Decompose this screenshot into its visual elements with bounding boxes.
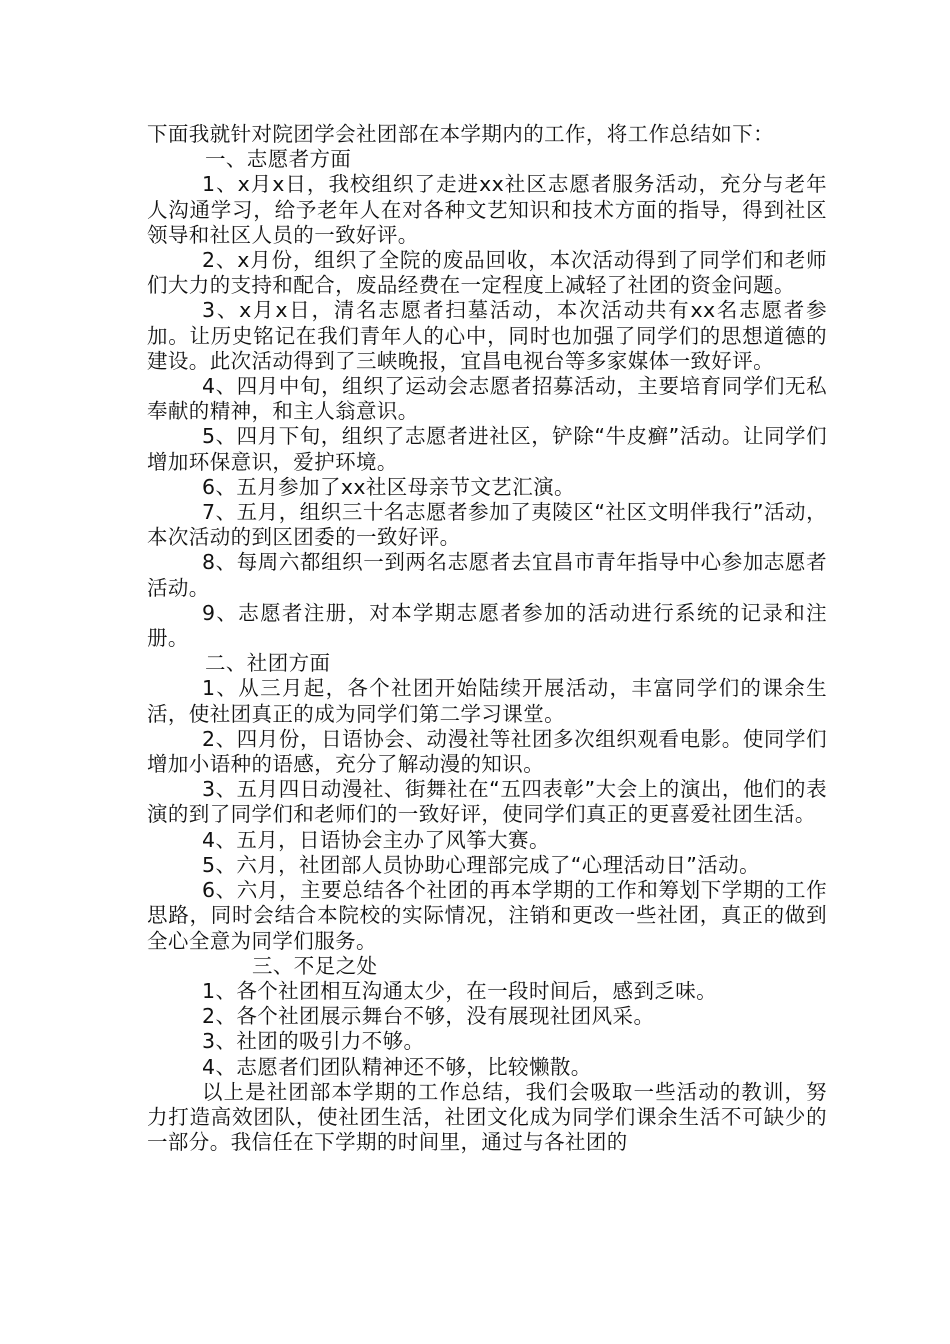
list-item: 8、每周六都组织一到两名志愿者去宜昌市青年指导中心参加志愿者活动。 bbox=[147, 550, 827, 600]
document-body bbox=[147, 122, 827, 1155]
list-item: 3、社团的吸引力不够。 bbox=[202, 1029, 425, 1054]
intro-paragraph: 下面我就针对院团学会社团部在本学期内的工作，将工作总结如下： bbox=[147, 122, 774, 146]
list-item: 3、x月x日，清名志愿者扫墓活动，本次活动共有xx名志愿者参加。让历史铭记在我们青年人的心中，同时也加强了同学们的思想道德的建设。此次活动得到了三峡晚报，宜昌电视台等多家媒体一致好评。 bbox=[147, 298, 827, 373]
section-heading-volunteers: 一、志愿者方面 bbox=[205, 147, 352, 172]
list-item: 9、志愿者注册，对本学期志愿者参加的活动进行系统的记录和注册。 bbox=[147, 600, 827, 651]
list-item: 5、六月，社团部人员协助心理部完成了“心理活动日”活动。 bbox=[202, 852, 760, 877]
list-item: 5、四月下旬，组织了志愿者进社区，铲除“牛皮癣”活动。让同学们增加环保意识，爱护环境。 bbox=[147, 424, 827, 474]
list-item: 4、五月，日语协会主办了风筝大赛。 bbox=[202, 827, 550, 852]
list-item: 7、五月，组织三十名志愿者参加了夷陵区“社区文明伴我行”活动，本次活动的到区团委的一致好评。 bbox=[147, 500, 827, 550]
list-item: 1、从三月起，各个社团开始陆续开展活动，丰富同学们的课余生活，使社团真正的成为同学们第二学习课堂。 bbox=[147, 676, 827, 726]
list-item: 4、志愿者们团队精神还不够，比较懒散。 bbox=[202, 1054, 592, 1079]
list-item: 4、四月中旬，组织了运动会志愿者招募活动，主要培育同学们无私奉献的精神，和主人翁意识。 bbox=[147, 374, 827, 424]
section-heading-shortcomings: 三、不足之处 bbox=[252, 953, 378, 978]
closing-paragraph: 以上是社团部本学期的工作总结，我们会吸取一些活动的教训，努力打造高效团队，使社团生活，社团文化成为同学们课余生活不可缺少的一部分。我信任在下学期的时间里，通过与各社团的 bbox=[147, 1079, 827, 1155]
section-heading-clubs: 二、社团方面 bbox=[205, 651, 331, 676]
list-item: 6、五月参加了xx社区母亲节文艺汇演。 bbox=[202, 474, 575, 499]
list-item: 2、x月份，组织了全院的废品回收，本次活动得到了同学们和老师们大力的支持和配合，废品经费在一定程度上减轻了社团的资金问题。 bbox=[147, 248, 827, 298]
list-item: 1、x月x日，我校组织了走进xx社区志愿者服务活动，充分与老年人沟通学习，给予老年人在对各种文艺知识和技术方面的指导，得到社区领导和社区人员的一致好评。 bbox=[147, 172, 827, 247]
list-item: 3、五月四日动漫社、街舞社在“五四表彰”大会上的演出，他们的表演的到了同学们和老师们的一致好评，使同学们真正的更喜爱社团生活。 bbox=[147, 777, 827, 827]
list-item: 2、各个社团展示舞台不够，没有展现社团风采。 bbox=[202, 1004, 655, 1029]
list-item: 2、四月份，日语协会、动漫社等社团多次组织观看电影。使同学们增加小语种的语感，充分了解动漫的知识。 bbox=[147, 726, 827, 777]
list-item: 6、六月，主要总结各个社团的再本学期的工作和筹划下学期的工作思路，同时会结合本院校的实际情况，注销和更改一些社团，真正的做到全心全意为同学们服务。 bbox=[147, 878, 827, 953]
list-item: 1、各个社团相互沟通太少，在一段时间后，感到乏味。 bbox=[202, 978, 718, 1003]
